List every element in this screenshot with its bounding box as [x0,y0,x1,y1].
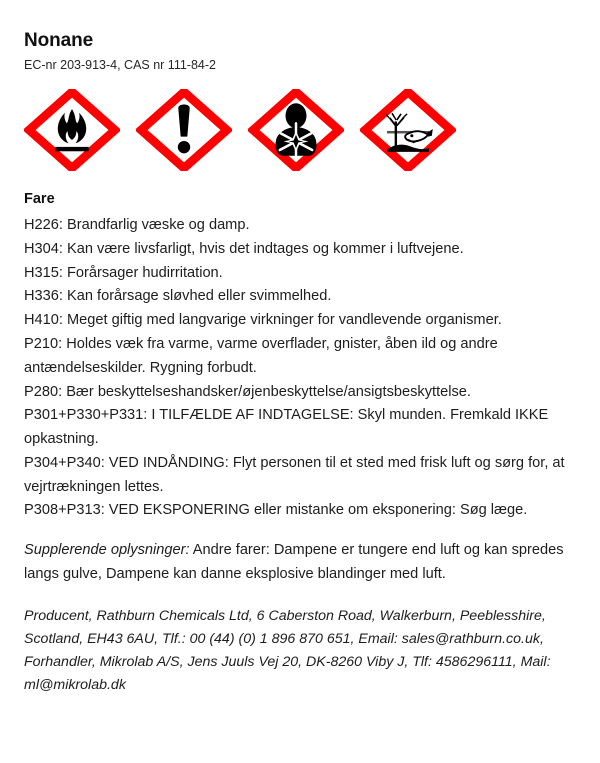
statement-item: P304+P340: VED INDÅNDING: Flyt personen til et sted med frisk luft og sørg for, at vejrtrækningen lettes. [24,454,565,495]
product-identifiers: EC-nr 203-913-4, CAS nr 111-84-2 [24,57,216,72]
exclamation-mark-pictogram [136,89,232,171]
pictogram-row [24,89,576,175]
statement-item: H410: Meget giftig med langvarige virkninger for vandlevende organismer. [24,312,502,329]
statement-item: H304: Kan være livsfarligt, hvis det indtages og kommer i luftvejene. [24,240,464,257]
supplementary-label: Supplerende oplysninger: [24,542,190,559]
supplementary-text: Andre farer: Dampene er tungere end luft og kan spredes langs gulve, Dampene kan danne eksplosive blandinger med luft. [24,542,564,582]
flame-pictogram [24,89,120,171]
statement-item: P308+P313: VED EKSPONERING eller mistanke om eksponering: Søg læge. [24,502,528,519]
statement-item: H226: Brandfarlig væske og damp. [24,217,250,234]
hazard-statement-list [24,214,576,523]
page-title: Nonane [24,30,94,51]
statement-item: H315: Forårsager hudirritation. [24,264,223,281]
statement-item: H336: Kan forårsage sløvhed eller svimmelhed. [24,288,332,305]
statement-item: P301+P330+P331: I TILFÆLDE AF INDTAGELSE: Skyl munden. Fremkald IKKE opkastning. [24,407,549,448]
statement-item: P280: Bær beskyttelseshandsker/øjenbeskyttelse/ansigtsbeskyttelse. [24,383,471,400]
producer-distributor-info: Producent, Rathburn Chemicals Ltd, 6 Caberston Road, Walkerburn, Peeblesshire, Scotland, EH43 6AU, Tlf.: 00 (44) (0) 1 896 870 651, Email: sales@rathburn.co.uk, Forhandler, Mikrolab A/S, Jens Juuls Vej 20, DK-8260 Viby J, Tlf: 4586296111, Mail: ml@mikrolab.dk [24,607,551,694]
health-hazard-pictogram [248,89,344,171]
environment-pictogram [360,89,456,171]
signal-word: Fare [24,191,55,208]
statement-item: P210: Holdes væk fra varme, varme overflader, gnister, åben ild og andre antændelseskilder. Rygning forbudt. [24,335,498,376]
supplementary-information [24,539,576,587]
